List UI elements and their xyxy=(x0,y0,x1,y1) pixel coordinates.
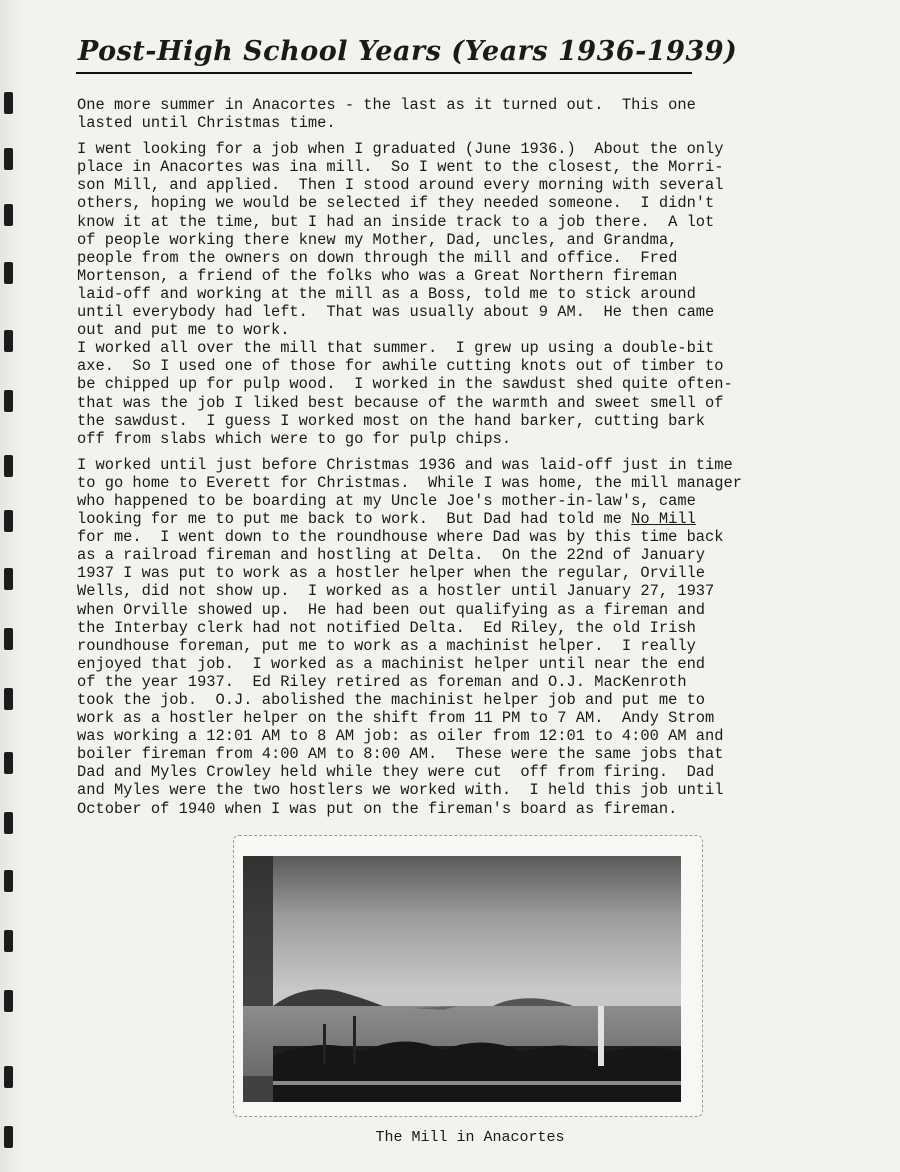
binding-ring xyxy=(4,568,13,590)
spiral-binding xyxy=(0,0,22,1172)
binding-ring xyxy=(4,1066,13,1088)
paragraph: One more summer in Anacortes - the last as it turned out. This one lasted until Christmas time. xyxy=(77,96,696,133)
binding-ring xyxy=(4,330,13,352)
binding-ring xyxy=(4,204,13,226)
binding-ring xyxy=(4,870,13,892)
underlined-phrase: No Mill xyxy=(631,510,696,529)
binding-ring xyxy=(4,510,13,532)
mill-photo xyxy=(243,856,681,1102)
title-underline xyxy=(76,72,692,74)
photo-caption: The Mill in Anacortes xyxy=(375,1129,565,1146)
paragraph xyxy=(77,456,877,818)
binding-ring xyxy=(4,1126,13,1148)
body-text xyxy=(77,96,877,826)
paragraph: I went looking for a job when I graduated (June 1936.) About the only place in Anacortes was ina mill. So I went to the closest, the Morri- son Mill, and applied. Then I stood around every morning with several others, hoping we would be selected if they needed someone. I didn't know it at the time, but I had an inside track to a job there. A lot of people working there knew my Mother, Dad, uncles, and Grandma, people from the owners on down through the mill and office. Fred Mortenson, a friend of the folks who was a Great Northern fireman laid-off and working at the mill as a Boss, told me to stick around until everybody had left. That was usually about 9 AM. He then came out and put me to work. xyxy=(77,140,724,340)
paragraph-text: I worked until just before Christmas 1936 and was laid-off just in time to go home to Everett for Christmas. While I was home, the mill manager who happened to be boarding at my Uncle Joe's mother-in-law's, came looking for me to put me back to work. But Dad had told me xyxy=(77,455,742,529)
binding-ring xyxy=(4,990,13,1012)
page-title: Post-High School Years (Years 1936-1939) xyxy=(78,36,738,67)
binding-ring xyxy=(4,148,13,170)
paragraph: I worked all over the mill that summer. I grew up using a double-bit axe. So I used one of those for awhile cutting knots out of timber to be chipped up for pulp wood. I worked in the sawdust shed quite often- that was the job I liked best because of the warmth and sweet smell of the sawdust. I guess I worked most on the hand barker, cutting bark off from slabs which were to go for pulp chips. xyxy=(77,339,733,448)
binding-ring xyxy=(4,752,13,774)
binding-ring xyxy=(4,92,13,114)
binding-ring xyxy=(4,262,13,284)
binding-ring xyxy=(4,628,13,650)
paragraph-text: for me. I went down to the roundhouse where Dad was by this time back as a railroad fireman and hostling at Delta. On the 22nd of January 1937 I was put to work as a hostler helper when the regular, Orville Wells, did not show up. I worked as a hostler until January 27, 1937 when Orville showed up. He had been out qualifying as a fireman and the Interbay clerk had not notified Delta. Ed Riley, the old Irish roundhouse foreman, put me to work as a machinist helper. I really enjoyed that job. I worked as a machinist helper until near the end of the year 1937. Ed Riley retired as foreman and O.J. MacKenroth took the job. O.J. abolished the machinist helper job and put me to work as a hostler helper on the shift from 11 PM to 7 AM. Andy Strom was working a 12:01 AM to 8 AM job: as oiler from 12:01 to 4:00 AM and boiler fireman from 4:00 AM to 8:00 AM. These were the same jobs that Dad and Myles Crowley held while they were cut off from firing. Dad and Myles were the two hostlers we worked with. I held this job until October of 1940 when I was put on the fireman's board as fireman. xyxy=(77,528,724,818)
binding-ring xyxy=(4,390,13,412)
binding-ring xyxy=(4,455,13,477)
binding-ring xyxy=(4,688,13,710)
binding-ring xyxy=(4,812,13,834)
binding-ring xyxy=(4,930,13,952)
